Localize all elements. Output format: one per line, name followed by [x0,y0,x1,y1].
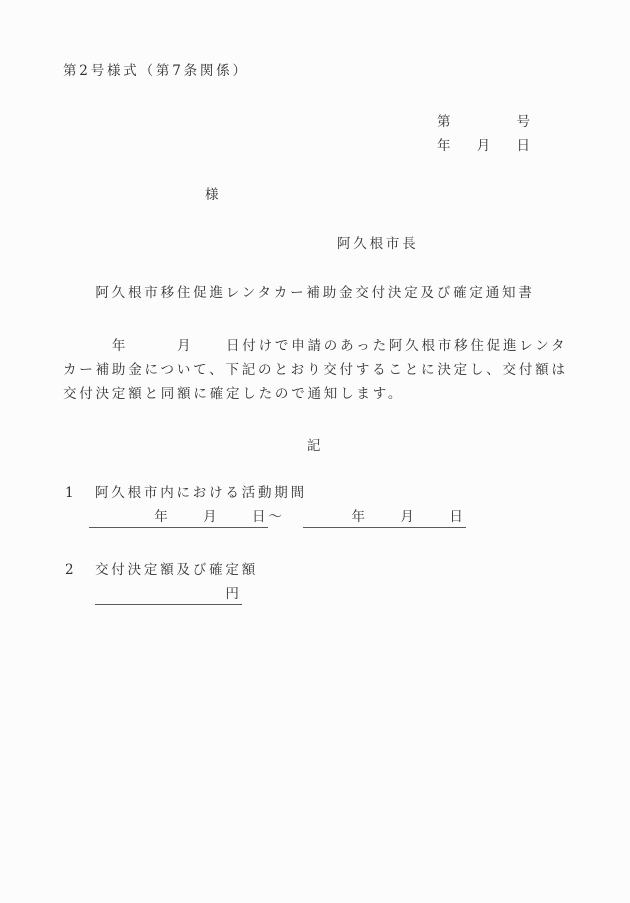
body-line-2: カー補助金について、下記のとおり交付することに決定し、交付額は [63,362,568,378]
issue-date-day-label: 日 [516,138,530,154]
record-marker: 記 [306,438,324,454]
amount-line [95,586,242,603]
issue-date-year-label: 年 [437,138,451,154]
issue-date-month-label: 月 [476,138,491,154]
item-2-heading [65,562,258,579]
item-1-number: 1 [65,485,74,501]
reference-number-line [437,114,530,131]
body-line-3: 交付決定額と同額に確定したので通知します。 [63,386,405,402]
item-2-number: 2 [65,562,74,578]
issue-date-line [437,138,530,155]
item-1-label: 阿久根市内における活動期間 [95,485,307,501]
item-2-label: 交付決定額及び確定額 [95,562,258,578]
body-paragraph [63,334,585,406]
period-start-blank-field: 年 月 日 [89,509,268,528]
activity-period-line [89,509,466,526]
form-number: 第2号様式（第7条関係） [63,63,249,79]
addressee-honorific: 様 [205,187,222,203]
document-title: 阿久根市移住促進レンタカー補助金交付決定及び確定通知書 [95,285,535,301]
reference-number-prefix: 第 [437,114,451,130]
item-1-heading [65,485,307,502]
amount-blank-field: 円 [95,586,242,605]
body-line-1: 年 月 日付けで申請のあった阿久根市移住促進レンタ [63,338,568,354]
reference-number-suffix: 号 [516,114,530,130]
issuer-name: 阿久根市長 [337,236,419,252]
period-end-blank-field: 年 月 日 [303,509,466,528]
period-tilde: ～ [268,509,285,525]
